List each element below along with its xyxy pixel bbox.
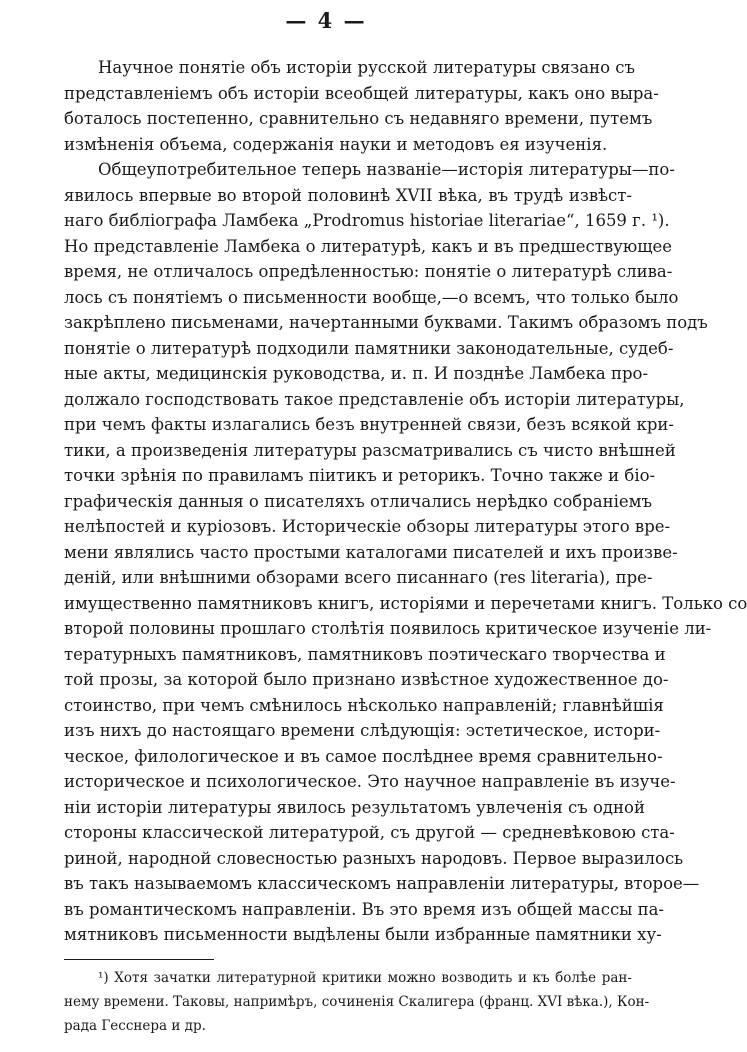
text-line: точки зрѣнія по правиламъ піитикъ и реторикъ. Точно также и біо- (64, 466, 656, 485)
text-line: графическія данныя о писателяхъ отличались нерѣдко собраніемъ (64, 491, 653, 511)
text-line: время, не отличалось опредѣленностью: понятіе о литературѣ слива- (64, 262, 673, 281)
footnote-line: ¹) Хотя зачатки литературной критики можно возводить и къ болѣе ран- (98, 970, 632, 986)
text-line: риной, народной словесностью разныхъ народовъ. Первое выразилось (64, 848, 684, 868)
text-line: боталось постепенно, сравнительно съ недавняго времени, путемъ (64, 109, 653, 128)
text-line: явилось впервые во второй половинѣ XVII вѣка, въ трудѣ извѣст- (64, 185, 632, 205)
text-line: должало господствовать такое представленіе объ исторіи литературы, (64, 389, 685, 409)
text-line: стороны классической литературой, съ другой — средневѣковою ста- (64, 823, 675, 842)
text-line: деній, или внѣшними обзорами всего писаннаго (res literaria), пре- (64, 568, 653, 587)
footnote-line: рада Гесснера и др. (64, 1018, 206, 1034)
text-line: понятіе о литературѣ подходили памятники законодательные, судеб- (64, 338, 674, 358)
text-line: тературныхъ памятниковъ, памятниковъ поэтическаго творчества и (64, 644, 666, 664)
text-line: измѣненія объема, содержанія науки и методовъ ея изученія. (64, 134, 608, 154)
text-line: лось съ понятіемъ о письменности вообще,—о всемъ, что только было (64, 287, 679, 307)
footnotes (64, 966, 650, 1038)
text-line: нелѣпостей и куріозовъ. Историческіе обзоры литературы этого вре- (64, 517, 671, 536)
text-line: Общеупотребительное теперь названіе—исторія литературы—по- (98, 160, 675, 179)
text-line: второй половины прошлаго столѣтія появилось критическое изученіе ли- (64, 619, 712, 638)
text-line: въ романтическомъ направленіи. Въ это время изъ общей массы па- (64, 899, 665, 919)
footnote-divider (64, 959, 214, 960)
text-line: той прозы, за которой было признано извѣстное художественное до- (64, 670, 669, 689)
text-line: при чемъ факты излагались безъ внутренней связи, безъ всякой кри- (64, 415, 675, 434)
footnote-line: нему времени. Таковы, напримѣръ, сочиненія Скалигера (франц. XVI вѣка.), Кон- (64, 994, 650, 1010)
text-line: мени являлись часто простыми каталогами писателей и ихъ произве- (64, 542, 678, 562)
text-line: Научное понятіе объ исторіи русской литературы связано съ (98, 58, 636, 77)
text-line: ные акты, медицинскія руководства, и. п. И позднѣе Ламбека про- (64, 364, 649, 383)
text-line: представленіемъ объ исторіи всеобщей литературы, какъ оно выра- (64, 83, 659, 103)
text-line: тики, а произведенія литературы разсматривались съ чисто внѣшней (64, 440, 676, 460)
text-line: имущественно памятниковъ книгъ, исторіями и перечетами книгъ. Только со (64, 593, 747, 613)
text-line: ніи исторіи литературы явилось результатомъ увлеченія съ одной (64, 797, 645, 817)
text-line: ческое, филологическое и въ самое послѣднее время сравнительно- (64, 746, 663, 766)
text-line: наго библіографа Ламбека „Prodromus historiae literariae“, 1659 г. ¹). (64, 211, 670, 230)
text-line: стоинство, при чемъ смѣнилось нѣсколько направленій; главнѣйшія (64, 695, 664, 715)
page-number: — 4 — (285, 8, 367, 33)
text-line: закрѣплено письменами, начертанными буквами. Такимъ образомъ подъ (64, 313, 708, 332)
text-line: Но представленіе Ламбека о литературѣ, какъ и въ предшествующее (64, 236, 673, 256)
text-line: въ такъ называемомъ классическомъ направленіи литературы, второе— (64, 874, 700, 893)
text-line: историческое и психологическое. Это научное направленіе въ изуче- (64, 772, 676, 791)
text-line: мятниковъ письменности выдѣлены были избранные памятники ху- (64, 925, 662, 944)
main-text (64, 55, 747, 948)
text-line: изъ нихъ до настоящаго времени слѣдующія: эстетическое, истори- (64, 721, 661, 740)
